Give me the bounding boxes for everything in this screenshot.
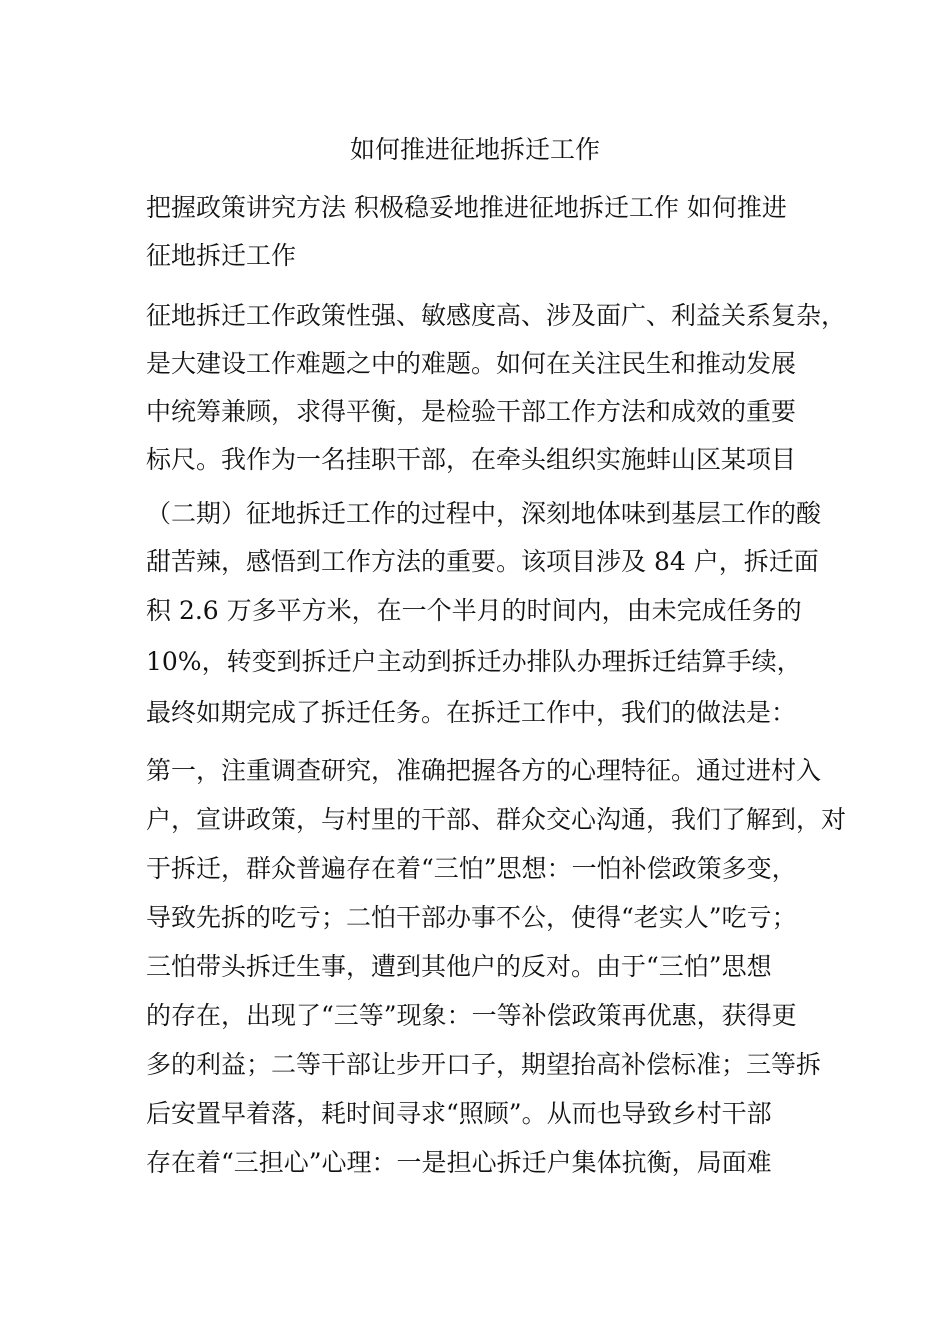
paragraph-line: （二期）征地拆迁工作的过程中，深刻地体味到基层工作的酸: [146, 499, 822, 528]
paragraph-line: 是大建设工作难题之中的难题。如何在关注民生和推动发展: [146, 349, 797, 378]
paragraph-line: 户，宣讲政策，与村里的干部、群众交心沟通，我们了解到，对: [146, 805, 847, 834]
paragraph-line: 于拆迁，群众普遍存在着“三怕”思想：一怕补偿政策多变，: [146, 854, 797, 883]
subtitle-line: 征地拆迁工作: [146, 241, 297, 270]
paragraph-line: 三怕带头拆迁生事，遭到其他户的反对。由于“三怕”思想: [146, 952, 772, 981]
paragraph-line: 最终如期完成了拆迁任务。在拆迁工作中，我们的做法是：: [146, 698, 797, 727]
paragraph-line: 甜苦辣，感悟到工作方法的重要。该项目涉及 84 户，拆迁面: [146, 547, 819, 576]
paragraph-line: 多的利益；二等干部让步开口子，期望抬高补偿标准；三等拆: [146, 1050, 822, 1079]
paragraph-line: 导致先拆的吃亏；二怕干部办事不公，使得“老实人”吃亏；: [146, 903, 797, 932]
document-title: 如何推进征地拆迁工作: [349, 135, 600, 164]
paragraph-line: 存在着“三担心”心理：一是担心拆迁户集体抗衡，局面难: [146, 1148, 772, 1177]
paragraph-line: 的存在，出现了“三等”现象：一等补偿政策再优惠，获得更: [146, 1001, 797, 1030]
paragraph-line: 10%，转变到拆迁户主动到拆迁办排队办理拆迁结算手续，: [146, 647, 802, 676]
paragraph-line: 中统筹兼顾，求得平衡，是检验干部工作方法和成效的重要: [146, 397, 797, 426]
paragraph-line: 征地拆迁工作政策性强、敏感度高、涉及面广、利益关系复杂，: [146, 301, 847, 330]
paragraph-line: 标尺。我作为一名挂职干部，在牵头组织实施蚌山区某项目: [146, 445, 797, 474]
paragraph-line: 后安置早着落，耗时间寻求“照顾”。从而也导致乡村干部: [146, 1099, 772, 1128]
paragraph-line: 第一，注重调查研究，准确把握各方的心理特征。通过进村入: [146, 756, 822, 785]
subtitle-line: 把握政策讲究方法 积极稳妥地推进征地拆迁工作 如何推进: [146, 193, 787, 222]
paragraph-line: 积 2.6 万多平方米，在一个半月的时间内，由未完成任务的: [146, 596, 802, 625]
